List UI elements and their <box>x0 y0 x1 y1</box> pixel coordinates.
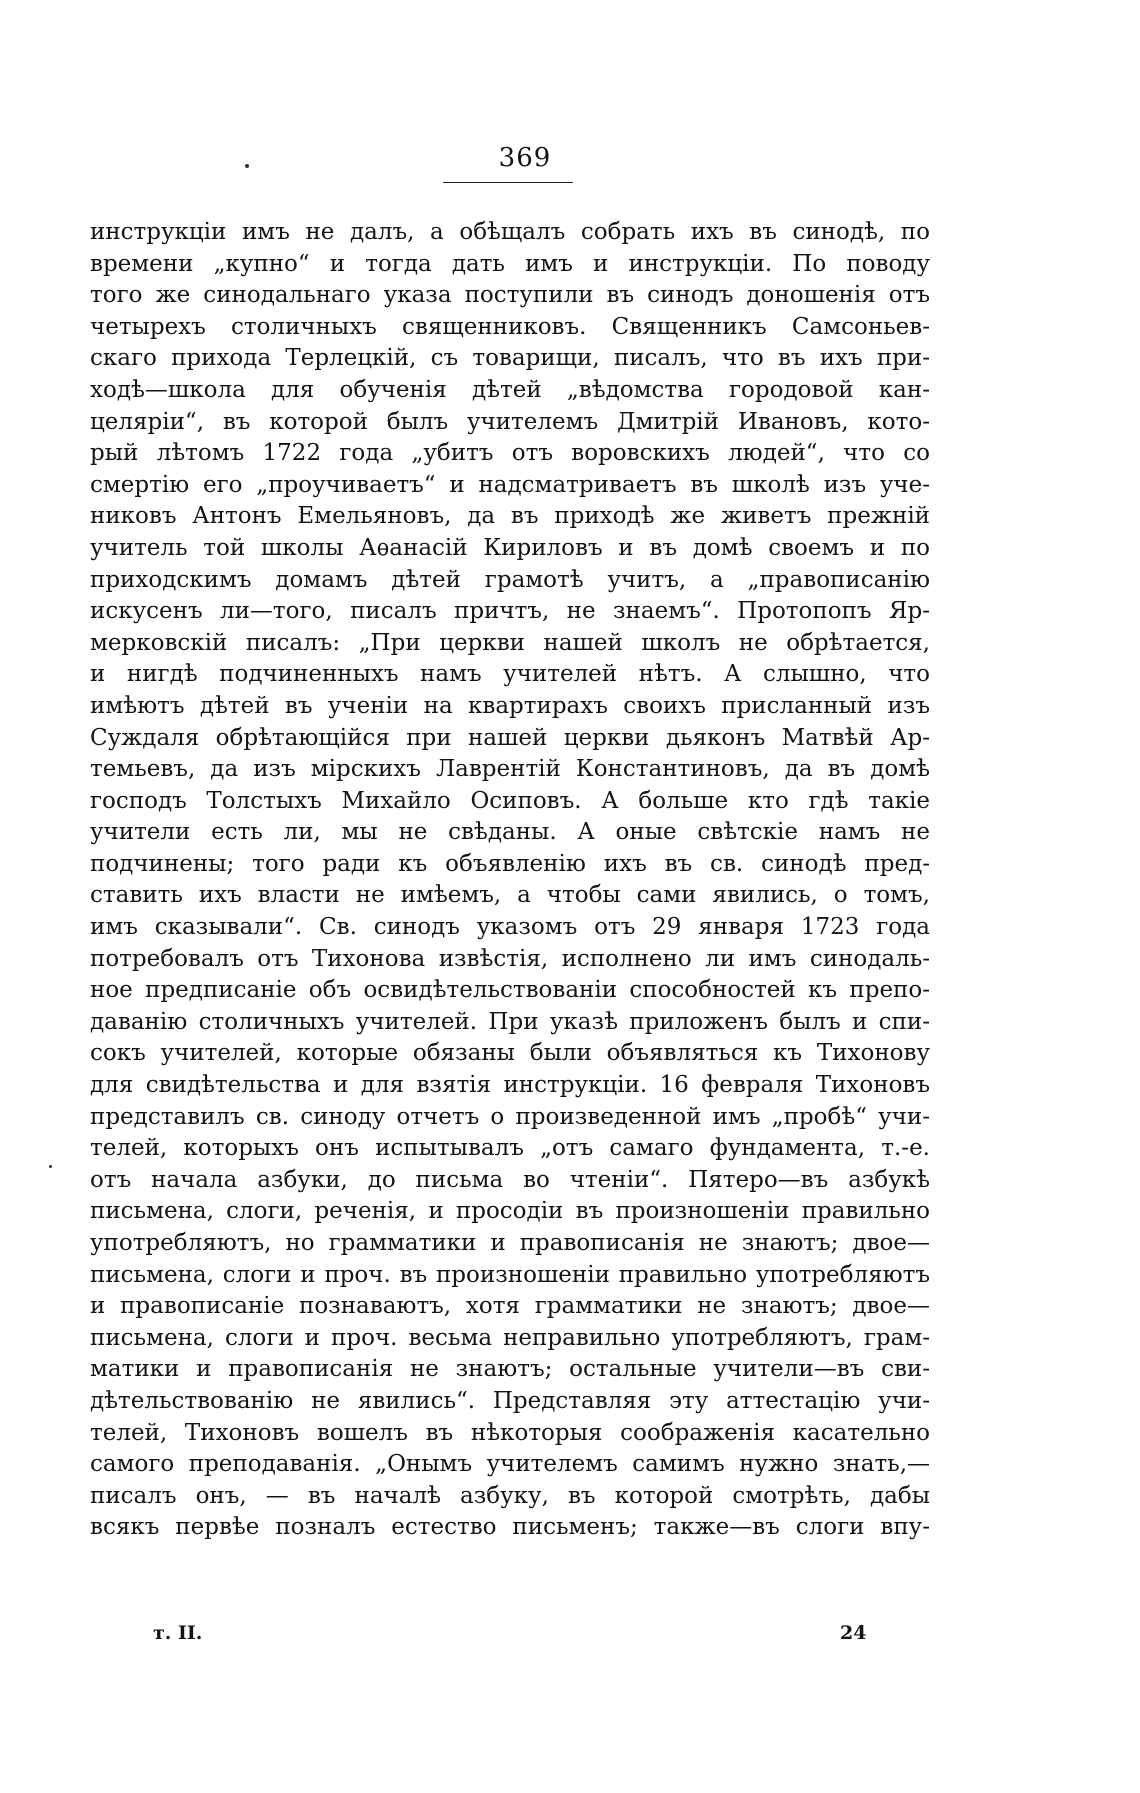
text-line: скаго прихода Терлецкій, съ товарищи, писалъ, что въ ихъ при- <box>90 345 930 372</box>
text-line: письмена, слоги, реченія, и просодіи въ произношеніи правильно <box>90 1198 930 1225</box>
text-line: времени „купно“ и тогда дать имъ и инструкціи. По поводу <box>90 250 930 277</box>
text-line: приходскимъ домамъ дѣтей грамотѣ учитъ, а „правописанію <box>90 566 930 593</box>
text-line: господъ Толстыхъ Михайло Осиповъ. А больше кто гдѣ такіе <box>90 787 930 814</box>
text-line: телей, Тихоновъ вошелъ въ нѣкоторыя соображенія касательно <box>90 1419 930 1446</box>
text-line: того же синодальнаго указа поступили въ синодъ доношенія отъ <box>90 282 930 309</box>
page-number: 369 <box>498 143 552 173</box>
text-line: письмена, слоги и проч. весьма неправильно употребляютъ, грам- <box>90 1324 930 1351</box>
text-line: целяріи“, въ которой былъ учителемъ Дмитрій Ивановъ, кото- <box>90 408 930 435</box>
text-line: даванію столичныхъ учителей. При указѣ приложенъ былъ и спи- <box>90 1008 930 1035</box>
stray-dot-top <box>245 164 249 168</box>
text-line: Суждаля обрѣтающійся при нашей церкви дьяконъ Матвѣй Ар- <box>90 724 930 751</box>
footer-sheet-number: 24 <box>840 1622 867 1644</box>
text-line: инструкціи имъ не далъ, а обѣщалъ собрать ихъ въ синодѣ, по <box>90 219 930 245</box>
footer-signature: т. II. <box>153 1622 203 1644</box>
text-line: всякъ первѣе позналъ естество письменъ; также—въ слоги впу- <box>90 1514 930 1541</box>
text-line: для свидѣтельства и для взятія инструкціи. 16 февраля Тихоновъ <box>90 1072 930 1099</box>
page-footer <box>0 1622 1140 1652</box>
text-line: искусенъ ли—того, писалъ причтъ, не знаемъ“. Протопопъ Яр- <box>90 598 930 625</box>
text-line: никовъ Антонъ Емельяновъ, да въ приходѣ же живетъ прежній <box>90 503 930 530</box>
body-text <box>90 217 930 1544</box>
text-line: мерковскій писалъ: „При церкви нашей школъ не обрѣтается, <box>90 629 930 656</box>
text-line: потребовалъ отъ Тихонова извѣстія, исполнено ли имъ синодаль- <box>90 945 930 972</box>
text-line: смертію его „проучиваетъ“ и надсматриваетъ въ школѣ изъ уче- <box>90 471 930 498</box>
text-line: рый лѣтомъ 1722 года „убитъ отъ воровскихъ людей“, что со <box>90 440 930 467</box>
text-line: писалъ онъ, — въ началѣ азбуку, въ которой смотрѣть, дабы <box>90 1482 930 1509</box>
text-line: телей, которыхъ онъ испытывалъ „отъ самаго фундамента, т.-е. <box>90 1135 930 1162</box>
text-line: употребляютъ, но грамматики и правописанія не знаютъ; двое— <box>90 1230 930 1256</box>
text-line: самого преподаванія. „Онымъ учителемъ самимъ нужно знать,— <box>90 1451 930 1478</box>
text-line: четырехъ столичныхъ священниковъ. Священникъ Самсоньев- <box>90 313 930 340</box>
text-line: ходѣ—школа для обученія дѣтей „вѣдомства городовой кан- <box>90 376 930 403</box>
text-line: темьевъ, да изъ мірскихъ Лаврентій Константиновъ, да въ домѣ <box>90 756 930 783</box>
text-line: ставить ихъ власти не имѣемъ, а чтобы сами явились, о томъ, <box>90 882 930 909</box>
text-line: и правописаніе познаваютъ, хотя грамматики не знаютъ; двое— <box>90 1293 930 1320</box>
text-line: письмена, слоги и проч. въ произношеніи правильно употребляютъ <box>90 1261 930 1288</box>
text-line: учители есть ли, мы не свѣданы. А оные свѣтскіе намъ не <box>90 819 930 846</box>
stray-dot-left <box>49 1165 52 1168</box>
text-line: представилъ св. синоду отчетъ о произведенной имъ „пробѣ“ учи- <box>90 1103 930 1130</box>
text-line: матики и правописанія не знаютъ; остальные учители—въ сви- <box>90 1356 930 1383</box>
text-line: имѣютъ дѣтей въ ученіи на квартирахъ своихъ присланный изъ <box>90 692 930 719</box>
text-line: сокъ учителей, которые обязаны были объявляться къ Тихонову <box>90 1040 930 1067</box>
text-line: дѣтельствованію не явились“. Представляя эту аттестацію учи- <box>90 1387 930 1414</box>
text-line: подчинены; того ради къ объявленію ихъ въ св. синодѣ пред- <box>90 850 930 877</box>
text-line: отъ начала азбуки, до письма во чтеніи“. Пятеро—въ азбукѣ <box>90 1166 930 1193</box>
text-line: имъ сказывали“. Св. синодъ указомъ отъ 29 января 1723 года <box>90 914 930 941</box>
page-number-rule <box>443 182 573 183</box>
text-line: и нигдѣ подчиненныхъ намъ учителей нѣтъ. А слышно, что <box>90 661 930 688</box>
text-line: ное предписаніе объ освидѣтельствованіи способностей къ препо- <box>90 977 930 1004</box>
text-line: учитель той школы Аѳанасій Кириловъ и въ домѣ своемъ и по <box>90 534 930 561</box>
